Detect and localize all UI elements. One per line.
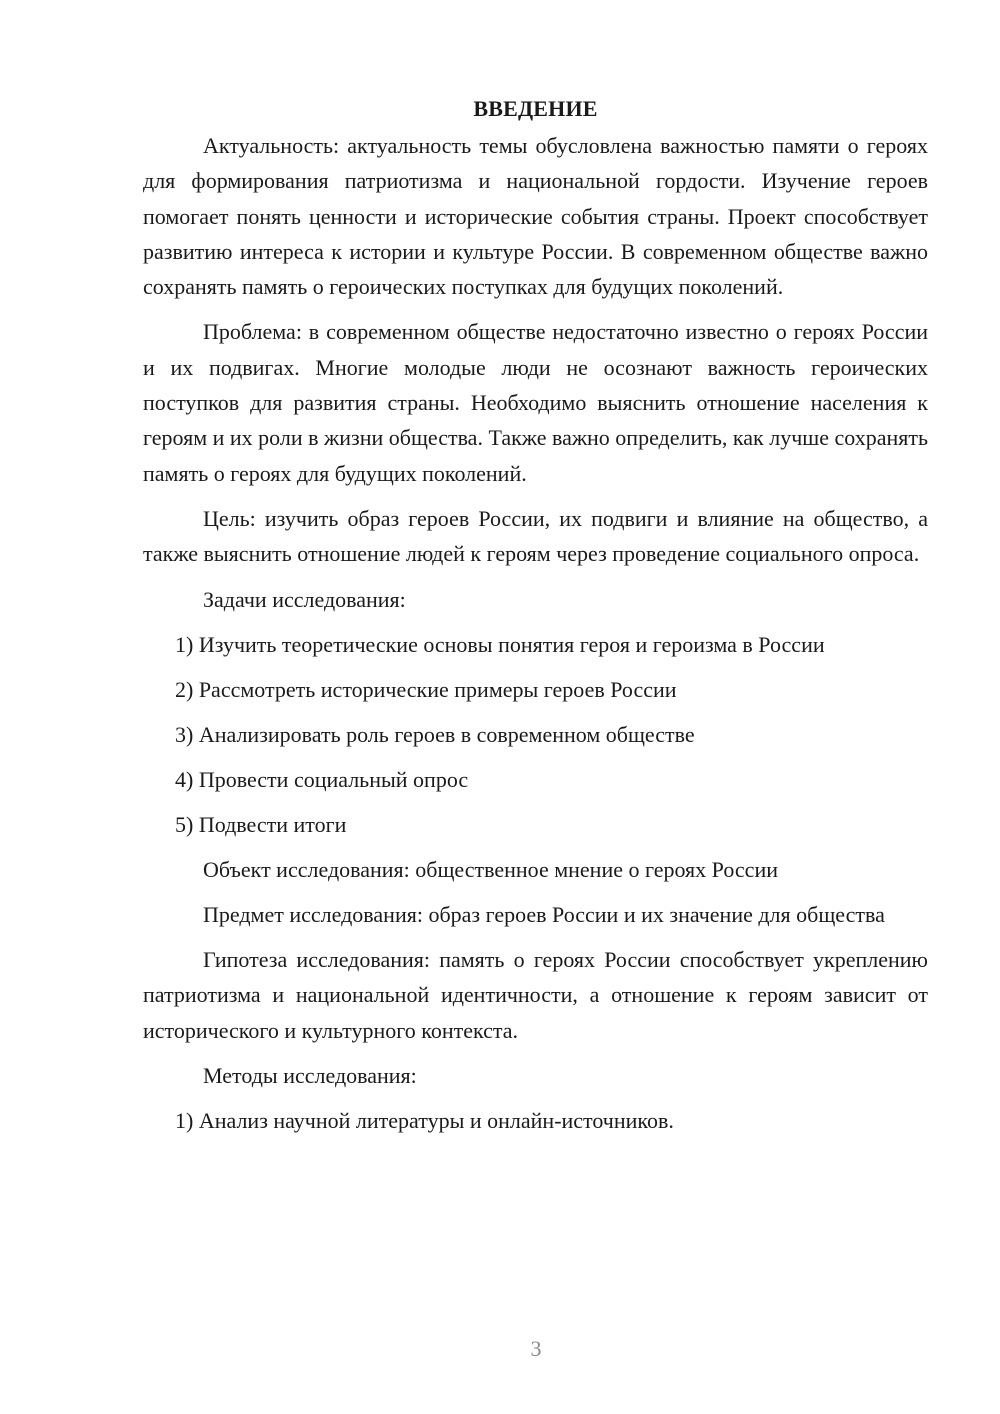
subject-paragraph: Предмет исследования: образ героев России и их значение для общества	[203, 901, 885, 927]
object-paragraph: Объект исследования: общественное мнение о героях России	[203, 856, 778, 882]
task-item: 3) Анализировать роль героев в современном обществе	[175, 721, 695, 747]
task-item: 5) Подвести итоги	[175, 811, 347, 837]
task-item: 4) Провести социальный опрос	[175, 766, 469, 792]
relevance-paragraph: Актуальность: актуальность темы обусловлена важностью памяти о героях для формирования патриотизма и национальной гордости. Изучение героев помогает понять ценности и исторические события страны. Проект способствует развитию интереса к истории и культуре России. В современном обществе важно сохранять память о героических поступках для будущих поколений.	[143, 133, 928, 300]
hypothesis-paragraph: Гипотеза исследования: память о героях России способствует укреплению патриотизма и национальной идентичности, а отношение к героям зависит от исторического и культурного контекста.	[143, 947, 928, 1043]
problem-paragraph: Проблема: в современном обществе недостаточно известно о героях России и их подвигах. Многие молодые люди не осознают важность героических поступков для развития страны. Необходимо выяснить отношение населения к героям и их роли в жизни общества. Также важно определить, как лучше сохранять память о героях для будущих поколений.	[143, 319, 928, 486]
page-number: 3	[530, 1336, 542, 1361]
goal-paragraph: Цель: изучить образ героев России, их подвиги и влияние на общество, а также выяснить отношение людей к героям через проведение социального опроса.	[143, 505, 928, 567]
task-item: 1) Изучить теоретические основы понятия героя и героизма в России	[175, 631, 825, 657]
section-heading: ВВЕДЕНИЕ	[473, 96, 598, 121]
task-item: 2) Рассмотреть исторические примеры героев России	[175, 676, 677, 702]
method-item: 1) Анализ научной литературы и онлайн-источников.	[175, 1108, 674, 1134]
document-page	[143, 92, 928, 1148]
tasks-label: Задачи исследования:	[203, 586, 406, 612]
methods-label: Методы исследования:	[203, 1063, 417, 1089]
